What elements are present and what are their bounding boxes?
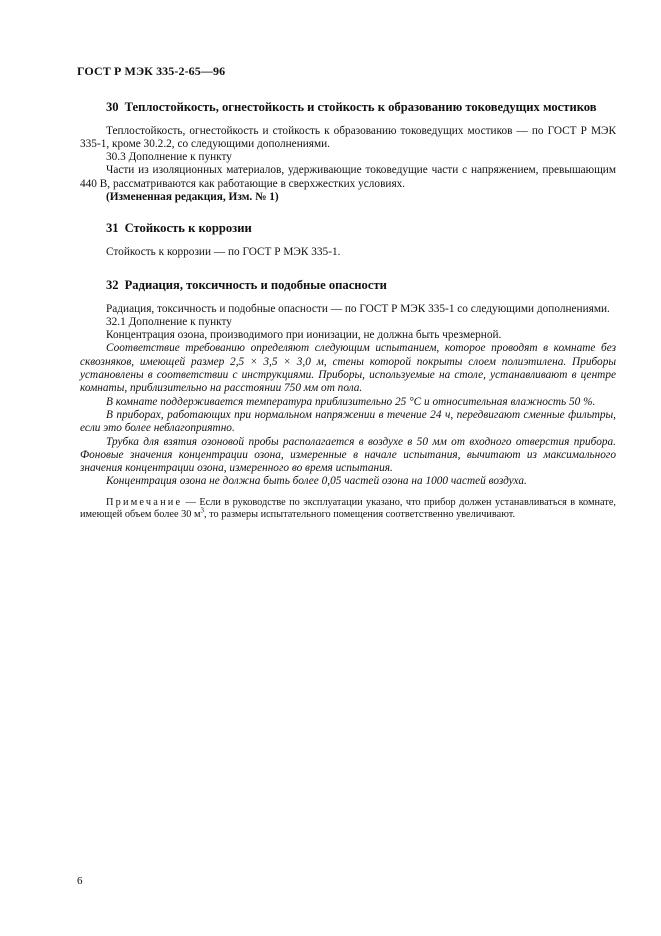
paragraph: Теплостойкость, огнестойкость и стойкость к образованию токоведущих мостиков — по ГОСТ Р МЭК 335-1, кроме 30.2.2, со следующими дополнениями. bbox=[80, 124, 616, 150]
test-paragraph: В приборах, работающих при нормальном напряжении в течение 24 ч, передвигают сменные фильтры, если это более неблагоприятно. bbox=[80, 408, 616, 435]
clause-heading: 30.3 Дополнение к пункту bbox=[106, 151, 232, 164]
note bbox=[80, 497, 616, 522]
section-title: Радиация, токсичность и подобные опасности bbox=[124, 278, 387, 293]
test-paragraph: Концентрация озона не должна быть более 0,05 частей озона на 1000 частей воздуха. bbox=[106, 475, 527, 488]
page-content bbox=[80, 100, 616, 521]
section-number: 30 bbox=[106, 100, 119, 114]
note-text-end: , то размеры испытательного помещения соответственно увеличивают. bbox=[203, 509, 516, 521]
paragraph: Радиация, токсичность и подобные опасности — по ГОСТ Р МЭК 335-1 со следующими дополнениями. bbox=[106, 302, 610, 315]
section-title: Теплостойкость, огнестойкость и стойкость к образованию токоведущих мостиков bbox=[124, 100, 597, 114]
test-paragraph: Соответствие требованию определяют следующим испытанием, которое проводят в комнате без сквозняков, имеющей размер 2,5 × 3,5 × 3,0 м, стены которой покрыты слоем полиэтилена. Приборы установлены в соответствии с инструкциями. Приборы, используемые на столе, устанавливают в центре комнаты, приблизительно на расстоянии 750 мм от пола. bbox=[80, 342, 616, 395]
superscript: 3 bbox=[200, 506, 204, 515]
test-paragraph: В комнате поддерживается температура приблизительно 25 °С и относительная влажность 50 %. bbox=[106, 395, 596, 408]
section-title: Стойкость к коррозии bbox=[124, 221, 252, 236]
note-text: — Если в руководстве по эксплуатации указано, что прибор должен устанавливаться в комнате, имеющей объем более 30 м bbox=[80, 496, 616, 521]
section-31-heading bbox=[80, 221, 616, 236]
paragraph: Стойкость к коррозии — по ГОСТ Р МЭК 335-1. bbox=[106, 245, 341, 258]
amendment-note: (Измененная редакция, Изм. № 1) bbox=[106, 190, 279, 203]
paragraph: Концентрация озона, производимого при ионизации, не должна быть чрезмерной. bbox=[106, 329, 502, 342]
section-30-heading bbox=[80, 100, 616, 115]
section-number: 31 bbox=[106, 221, 119, 236]
note-label: Примечание bbox=[106, 496, 183, 508]
test-paragraph: Трубка для взятия озоновой пробы располагается в воздухе в 50 мм от входного отверстия прибора. Фоновые значения концентрации озона, измеренные в начале испытания, вычитают из максимального значения концентрации озона, измеренного во время испытания. bbox=[80, 435, 616, 475]
section-32-heading bbox=[80, 278, 616, 293]
clause-heading: 32.1 Дополнение к пункту bbox=[106, 315, 232, 328]
paragraph: Части из изоляционных материалов, удерживающие токоведущие части с напряжением, превышающим 440 В, рассматриваются как работающие в сверхжестких условиях. bbox=[80, 164, 616, 190]
page-number: 6 bbox=[77, 875, 83, 887]
running-header: ГОСТ Р МЭК 335-2-65—96 bbox=[77, 64, 226, 78]
section-number: 32 bbox=[106, 278, 119, 293]
